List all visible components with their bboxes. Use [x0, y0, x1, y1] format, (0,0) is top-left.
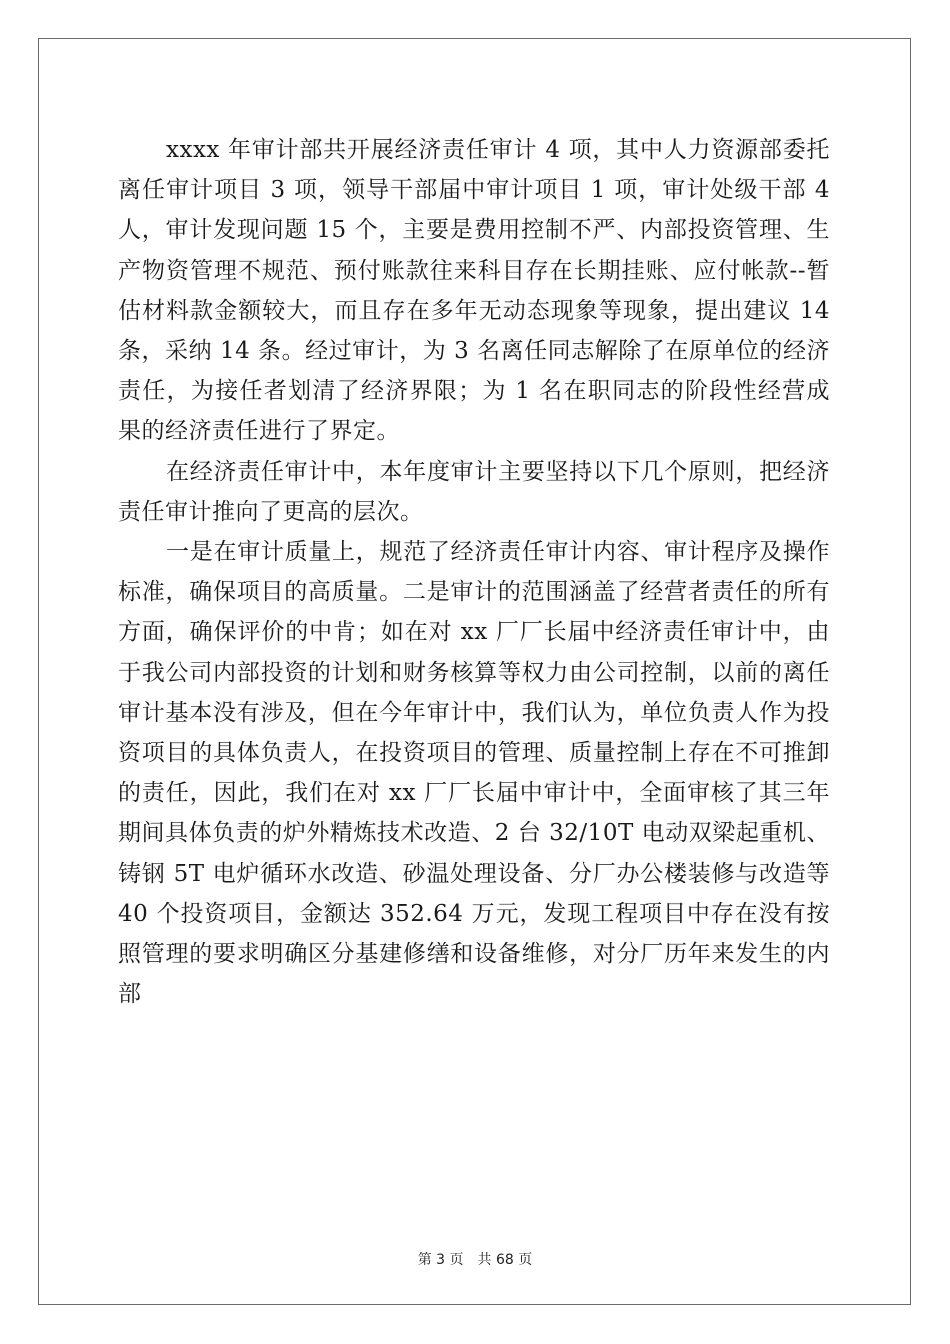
paragraph-principles-intro: 在经济责任审计中，本年度审计主要坚持以下几个原则，把经济责任审计推向了更高的层次。 — [118, 458, 830, 525]
page-footer — [0, 1249, 950, 1269]
page-number: 第 3 页 — [417, 1252, 464, 1268]
total-pages: 共 68 页 — [477, 1252, 533, 1268]
paragraph-audit-quality: 一是在审计质量上，规范了经济责任审计内容、审计程序及操作标准，确保项目的高质量。二是审计的范围涵盖了经营者责任的所有方面，确保评价的中肯；如在对 xx 厂厂长届中经济责任审计中，由于我公司内部投资的计划和财务核算等权力由公司控制，以前的离任审计基本没有涉及，但在今年审计中，我们认为，单位负责人作为投资项目的具体负责人，在投资项目的管理、质量控制上存在不可推卸的责任，因此，我们在对 xx 厂厂长届中审计中，全面审核了其三年期间具体负责的炉外精炼技术改造、2 台 32/10T 电动双梁起重机、铸钢 5T 电炉循环水改造、砂温处理设备、分厂办公楼装修与改造等 40 个投资项目，金额达 352.64 万元，发现工程项目中存在没有按照管理的要求明确区分基建修缮和设备维修，对分厂历年来发生的内部 — [118, 539, 830, 1008]
document-body — [118, 130, 830, 1014]
paragraph-audit-summary: xxxx 年审计部共开展经济责任审计 4 项，其中人力资源部委托离任审计项目 3 项，领导干部届中审计项目 1 项，审计处级干部 4 人，审计发现问题 15 个，主要是费用控制不严、内部投资管理、生产物资管理不规范、预付账款往来科目存在长期挂账、应付帐款--暂估材料款金额较大，而且存在多年无动态现象等现象，提出建议 14 条，采纳 14 条。经过审计，为 3 名离任同志解除了在原单位的经济责任，为接任者划清了经济界限；为 1 名在职同志的阶段性经营成果的经济责任进行了界定。 — [118, 137, 830, 445]
